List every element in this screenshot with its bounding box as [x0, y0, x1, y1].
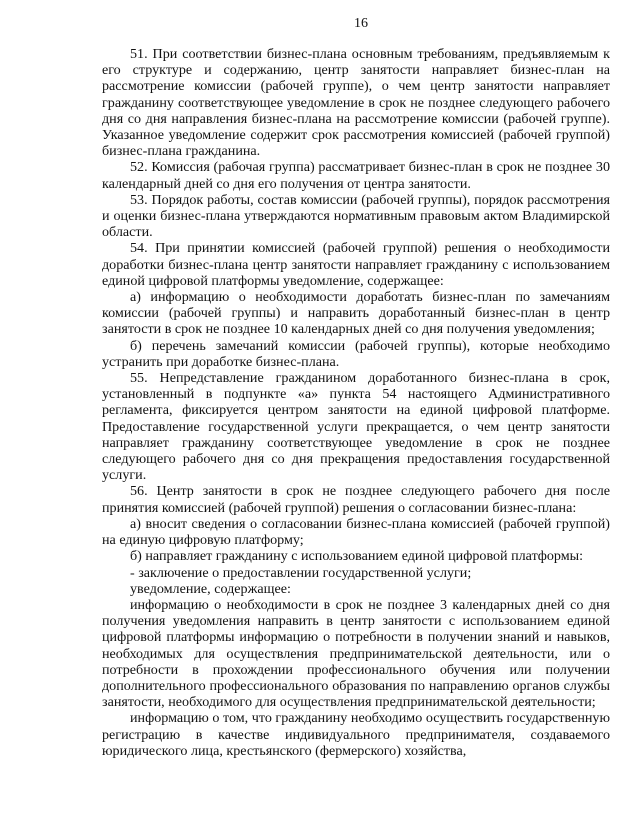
- list-item-conclusion: - заключение о предоставлении государственной услуги;: [130, 564, 472, 581]
- paragraph-56-a: а) вносит сведения о согласовании бизнес-плана комиссией (рабочей группой) на единую цифровую платформу;: [102, 515, 610, 549]
- paragraph-54-a: а) информацию о необходимости доработать бизнес-план по замечаниям комиссии (рабочей группы) и направить доработанный бизнес-план в центр занятости в срок не позднее 10 календарных дней со дня получения уведомления;: [102, 289, 610, 338]
- paragraph-54: 54. При принятии комиссией (рабочей группой) решения о необходимости доработки бизнес-плана центр занятости направляет гражданину с использованием единой цифровой платформы уведомление, содержащее:: [102, 240, 610, 289]
- paragraph-56-b: б) направляет гражданину с использованием единой цифровой платформы:: [130, 548, 584, 565]
- paragraph-info-training: информацию о необходимости в срок не позднее 3 календарных дней со дня получения уведомления направить в центр занятости с использованием единой цифровой платформы информацию о потребности в получении знаний и навыков, необходимых для осуществления предпринимательской деятельности, или о потребности в прохождении профессионального обучения или получении дополнительного профессионального образования по направлению органов службы занятости, необходимого для осуществления предпринимательской деятельности;: [102, 596, 610, 711]
- paragraph-notification: уведомление, содержащее:: [130, 580, 291, 597]
- paragraph-54-b: б) перечень замечаний комиссии (рабочей группы), которые необходимо устранить при доработке бизнес-плана.: [102, 337, 610, 370]
- paragraph-53: 53. Порядок работы, состав комиссии (рабочей группы), порядок рассмотрения и оценки бизнес-плана утверждаются нормативным правовым актом Владимирской области.: [102, 191, 610, 241]
- page-number: 16: [354, 16, 368, 31]
- paragraph-info-registration: информацию о том, что гражданину необходимо осуществить государственную регистрацию в качестве индивидуального предпринимателя, создаваемого юридического лица, крестьянского (фермерского) хозяйства,: [102, 710, 610, 759]
- paragraph-56: 56. Центр занятости в срок не позднее следующего рабочего дня после принятия комиссией (рабочей группой) решения о согласовании бизнес-плана:: [102, 483, 610, 516]
- paragraph-52: 52. Комиссия (рабочая группа) рассматривает бизнес-план в срок не позднее 30 календарный дней со дня его получения от центра занятости.: [102, 159, 610, 192]
- paragraph-51: 51. При соответствии бизнес-плана основным требованиям, предъявляемым к его структуре и содержанию, центр занятости направляет бизнес-план на рассмотрение комиссии (рабочей группе), о чем центр занятости направляет гражданину соответствующее уведомление в срок не позднее следующего рабочего дня со дня направления бизнес-плана на рассмотрение комиссии (рабочей группе). Указанное уведомление содержит срок рассмотрения комиссией (рабочей группой) бизнес-плана гражданина.: [102, 46, 610, 160]
- paragraph-55: 55. Непредставление гражданином доработанного бизнес-плана в срок, установленный в подпункте «а» пункта 54 настоящего Административного регламента, фиксируется центром занятости на единой цифровой платформе. Предоставление государственной услуги прекращается, о чем центр занятости направляет гражданину соответствующее уведомление в срок не позднее следующего рабочего дня со дня прекращения предоставления государственной услуги.: [102, 370, 610, 484]
